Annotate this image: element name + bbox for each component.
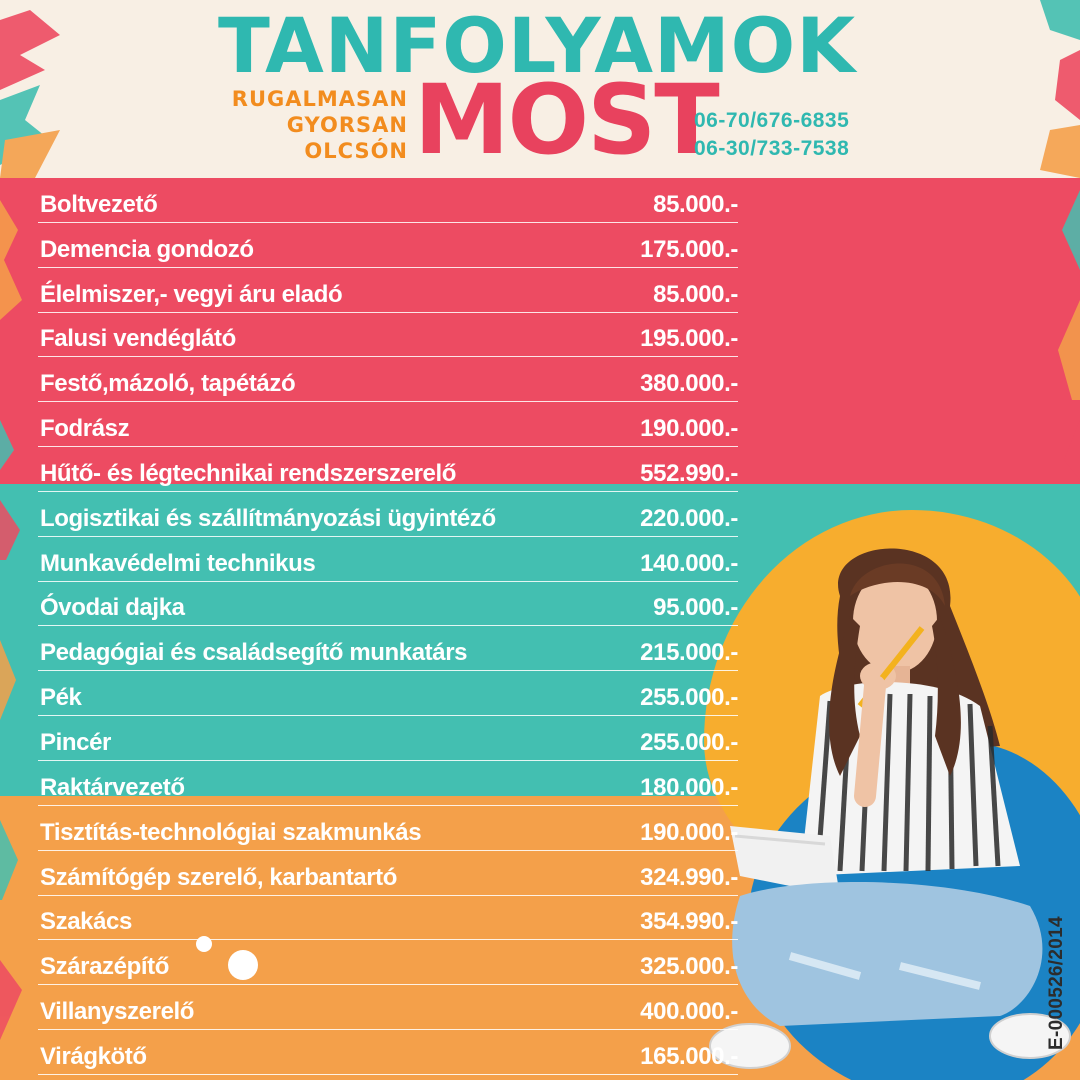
course-price: 175.000.-: [640, 235, 738, 263]
course-name: Óvodai dajka: [40, 594, 185, 622]
taglines: [210, 86, 408, 164]
course-name: Villanyszerelő: [40, 998, 195, 1026]
course-row: [38, 716, 738, 761]
tagline-fast: GYORSAN: [286, 113, 408, 137]
course-price: 324.990.-: [640, 863, 738, 891]
course-name: Tisztítás-technológiai szakmunkás: [40, 818, 422, 846]
phone-number-2: 06-30/733-7538: [694, 137, 850, 160]
course-name: Pék: [40, 684, 82, 712]
course-price: 255.000.-: [640, 728, 738, 756]
tagline-flexible: RUGALMASAN: [231, 87, 408, 111]
course-name: Élelmiszer,- vegyi áru eladó: [40, 280, 343, 308]
course-name: Pedagógiai és családsegítő munkatárs: [40, 639, 468, 667]
course-row: [38, 402, 738, 447]
page-title: TANFOLYAMOK: [218, 1, 857, 90]
course-price: 140.000.-: [640, 549, 738, 577]
course-name: Pincér: [40, 728, 111, 756]
course-price: 180.000.-: [640, 773, 738, 801]
course-price: 85.000.-: [653, 190, 738, 218]
course-row: [38, 985, 738, 1030]
course-row: [38, 1030, 738, 1075]
course-row: [38, 940, 738, 985]
course-row: [38, 537, 738, 582]
course-row: [38, 268, 738, 313]
course-price: 380.000.-: [640, 370, 738, 398]
course-row: [38, 357, 738, 402]
course-price: 190.000.-: [640, 415, 738, 443]
course-price: 400.000.-: [640, 998, 738, 1026]
course-row: [38, 223, 738, 268]
course-row: [38, 896, 738, 941]
tagline-cheap: OLCSÓN: [304, 139, 408, 163]
course-row: [38, 492, 738, 537]
course-price: 325.000.-: [640, 953, 738, 981]
student-illustration: [700, 536, 1080, 1080]
course-name: Hűtő- és légtechnikai rendszerszerelő: [40, 459, 457, 487]
course-price: 552.990.-: [640, 459, 738, 487]
course-row: [38, 671, 738, 716]
most-headline: MOST: [414, 64, 718, 176]
course-row: [38, 178, 738, 223]
course-name: Szakács: [40, 908, 132, 936]
course-price: 190.000.-: [640, 818, 738, 846]
course-price: 195.000.-: [640, 325, 738, 353]
course-list: [38, 178, 738, 1075]
course-name: Virágkötő: [40, 1042, 147, 1070]
course-name: Munkavédelmi technikus: [40, 549, 316, 577]
course-name: Falusi vendéglátó: [40, 325, 236, 353]
course-name: Festő,mázoló, tapétázó: [40, 370, 296, 398]
course-name: Számítógép szerelő, karbantartó: [40, 863, 398, 891]
course-price: 85.000.-: [653, 280, 738, 308]
course-price: 95.000.-: [653, 594, 738, 622]
course-name: Fodrász: [40, 415, 130, 443]
course-name: Szárazépítő: [40, 953, 169, 981]
course-row: [38, 582, 738, 627]
course-name: Logisztikai és szállítmányozási ügyintéző: [40, 504, 496, 532]
course-row: [38, 851, 738, 896]
phone-numbers: [694, 107, 849, 163]
course-price: 354.990.-: [640, 908, 738, 936]
course-row: [38, 761, 738, 806]
decorative-dot: [228, 950, 258, 980]
course-price: 165.000.-: [640, 1042, 738, 1070]
course-row: [38, 626, 738, 671]
license-number: E-000526/2014: [1046, 916, 1067, 1050]
course-row: [38, 313, 738, 358]
course-name: Raktárvezető: [40, 773, 185, 801]
decorative-dot: [196, 936, 212, 952]
course-price: 255.000.-: [640, 684, 738, 712]
phone-number-1: 06-70/676-6835: [694, 109, 850, 132]
course-name: Demencia gondozó: [40, 235, 254, 263]
course-price: 215.000.-: [640, 639, 738, 667]
course-price: 220.000.-: [640, 504, 738, 532]
course-row: [38, 806, 738, 851]
header: [0, 0, 1080, 178]
course-row: [38, 447, 738, 492]
course-name: Boltvezető: [40, 190, 158, 218]
